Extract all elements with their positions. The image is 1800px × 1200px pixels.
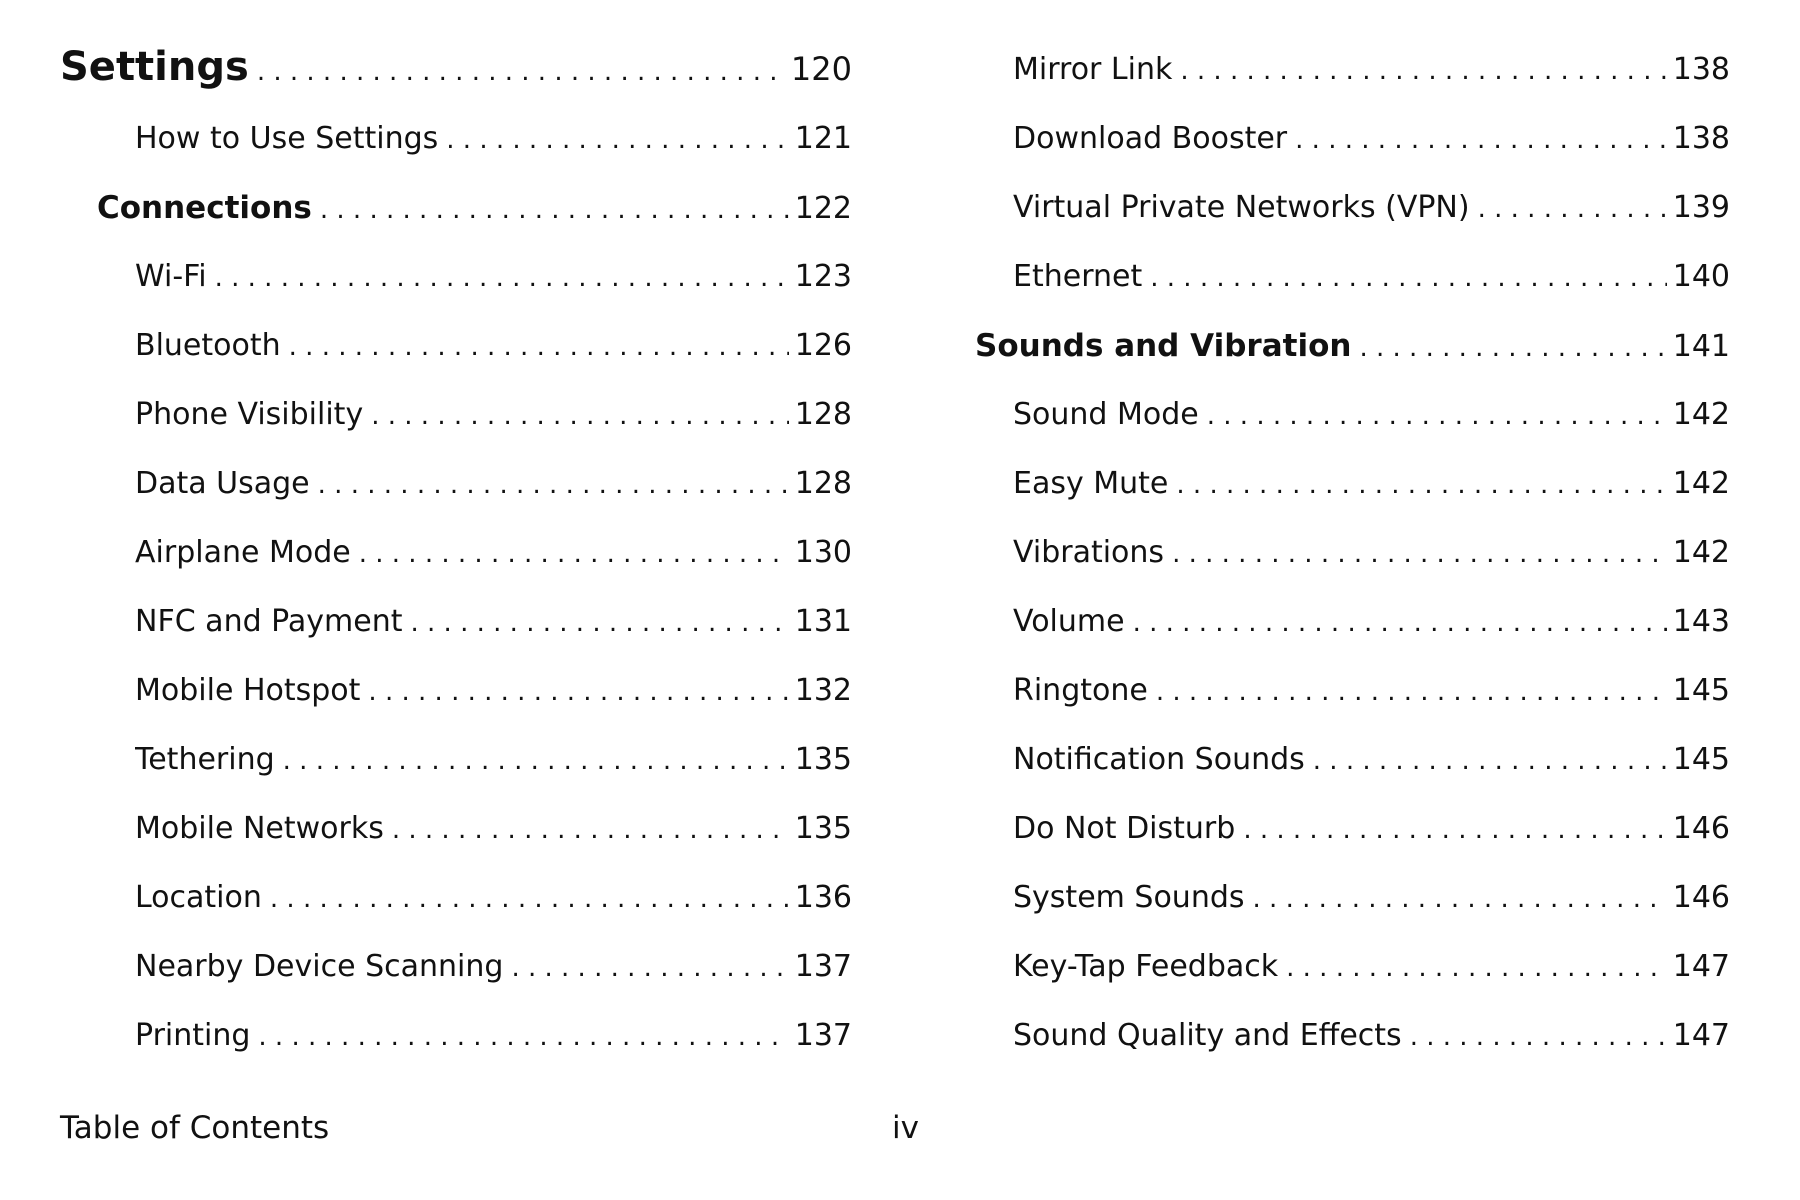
footer-page-number: iv [892, 1110, 919, 1146]
toc-entry-page: 137 [794, 949, 852, 984]
toc-entry[interactable] [135, 673, 852, 708]
toc-entry[interactable] [135, 811, 852, 846]
toc-entry[interactable] [1013, 811, 1730, 846]
toc-entry[interactable] [1013, 1018, 1730, 1053]
toc-entry-label: Data Usage [135, 466, 310, 501]
toc-dot-leader [289, 332, 789, 362]
toc-entry-page: 130 [794, 535, 852, 570]
toc-entry[interactable] [1013, 604, 1730, 639]
toc-entry-label: Phone Visibility [135, 397, 364, 432]
toc-entry-label: System Sounds [1013, 880, 1245, 915]
toc-dot-leader [392, 815, 789, 845]
toc-entry[interactable] [135, 949, 852, 984]
toc-dot-leader [257, 57, 785, 87]
toc-dot-leader [511, 953, 788, 983]
toc-entry-label: Virtual Private Networks (VPN) [1013, 190, 1470, 225]
toc-dot-leader [1410, 1022, 1667, 1052]
toc-entry[interactable] [1013, 190, 1730, 225]
toc-entry[interactable] [135, 880, 852, 915]
toc-entry-label: Mobile Networks [135, 811, 384, 846]
toc-entry[interactable] [135, 1018, 852, 1053]
toc-dot-leader [215, 263, 789, 293]
toc-dot-leader [1313, 746, 1667, 776]
toc-entry-page: 128 [794, 397, 852, 432]
toc-dot-leader [1180, 56, 1666, 86]
toc-entry-page: 135 [794, 811, 852, 846]
toc-dot-leader [1359, 333, 1666, 363]
toc-entry-page: 123 [794, 259, 852, 294]
toc-entry-page: 126 [794, 328, 852, 363]
toc-entry-label: Vibrations [1013, 535, 1165, 570]
toc-entry-page: 135 [794, 742, 852, 777]
toc-dot-leader [1156, 677, 1667, 707]
toc-dot-leader [1253, 884, 1667, 914]
toc-entry-label: Wi-Fi [135, 259, 207, 294]
toc-dot-leader [1207, 401, 1667, 431]
toc-entry-page: 140 [1672, 259, 1730, 294]
toc-dot-leader [1176, 470, 1666, 500]
toc-entry-page: 145 [1672, 742, 1730, 777]
toc-entry-page: 147 [1672, 949, 1730, 984]
toc-entry-page: 128 [794, 466, 852, 501]
toc-entry-page: 142 [1672, 535, 1730, 570]
toc-entry-page: 132 [794, 673, 852, 708]
toc-entry-label: Notification Sounds [1013, 742, 1305, 777]
toc-entry[interactable] [1013, 397, 1730, 432]
toc-entry-label: Sounds and Vibration [975, 328, 1352, 364]
toc-dot-leader [258, 1022, 788, 1052]
toc-dot-leader [411, 608, 789, 638]
toc-entry-label: Download Booster [1013, 121, 1288, 156]
toc-dot-leader [1478, 194, 1667, 224]
toc-entry[interactable] [97, 190, 852, 226]
toc-entry-page: 121 [794, 121, 852, 156]
toc-entry-label: Mobile Hotspot [135, 673, 361, 708]
toc-entry[interactable] [1013, 259, 1730, 294]
toc-entry-page: 146 [1672, 880, 1730, 915]
toc-entry-page: 138 [1672, 121, 1730, 156]
toc-entry-label: Volume [1013, 604, 1125, 639]
toc-entry-label: Location [135, 880, 262, 915]
toc-dot-leader [283, 746, 789, 776]
toc-entry[interactable] [1013, 535, 1730, 570]
toc-entry[interactable] [135, 604, 852, 639]
toc-dot-leader [1243, 815, 1666, 845]
toc-entry-page: 138 [1672, 52, 1730, 87]
toc-dot-leader [368, 677, 788, 707]
toc-entry-label: Ethernet [1013, 259, 1143, 294]
toc-entry[interactable] [1013, 949, 1730, 984]
toc-entry[interactable] [1013, 52, 1730, 87]
toc-dot-leader [1286, 953, 1667, 983]
toc-dot-leader [318, 470, 789, 500]
toc-entry-label: Bluetooth [135, 328, 281, 363]
toc-entry-page: 120 [790, 50, 852, 88]
toc-entry-label: Key-Tap Feedback [1013, 949, 1279, 984]
toc-entry-label: How to Use Settings [135, 121, 439, 156]
footer-section-title: Table of Contents [60, 1110, 330, 1146]
toc-entry-page: 142 [1672, 466, 1730, 501]
toc-entry-label: Mirror Link [1013, 52, 1173, 87]
toc-entry-page: 147 [1672, 1018, 1730, 1053]
toc-entry[interactable] [135, 466, 852, 501]
toc-entry-page: 131 [794, 604, 852, 639]
toc-entry-label: Settings [60, 44, 249, 90]
toc-entry-label: NFC and Payment [135, 604, 403, 639]
toc-entry-label: Sound Mode [1013, 397, 1199, 432]
toc-entry-page: 141 [1672, 329, 1730, 364]
toc-entry[interactable] [1013, 673, 1730, 708]
toc-dot-leader [1150, 263, 1667, 293]
toc-entry-label: Airplane Mode [135, 535, 351, 570]
toc-entry[interactable] [135, 397, 852, 432]
toc-entry[interactable] [135, 259, 852, 294]
toc-entry[interactable] [1013, 121, 1730, 156]
toc-entry-label: Nearby Device Scanning [135, 949, 504, 984]
toc-entry-page: 137 [794, 1018, 852, 1053]
toc-entry[interactable] [135, 328, 852, 363]
toc-dot-leader [446, 125, 788, 155]
toc-entry-page: 142 [1672, 397, 1730, 432]
toc-entry[interactable] [975, 328, 1730, 364]
toc-entry[interactable] [1013, 466, 1730, 501]
toc-dot-leader [1295, 125, 1667, 155]
toc-dot-leader [371, 401, 789, 431]
toc-entry[interactable] [135, 535, 852, 570]
toc-entry-label: Do Not Disturb [1013, 811, 1236, 846]
toc-entry-label: Ringtone [1013, 673, 1148, 708]
toc-entry[interactable] [1013, 880, 1730, 915]
toc-entry-page: 139 [1672, 190, 1730, 225]
toc-entry-label: Easy Mute [1013, 466, 1169, 501]
toc-dot-leader [1172, 539, 1667, 569]
toc-entry-page: 122 [794, 191, 852, 226]
toc-entry-page: 145 [1672, 673, 1730, 708]
toc-dot-leader [320, 195, 789, 225]
toc-entry[interactable] [1013, 742, 1730, 777]
toc-entry-page: 146 [1672, 811, 1730, 846]
toc-entry[interactable] [135, 121, 852, 156]
toc-entry-label: Printing [135, 1018, 251, 1053]
toc-dot-leader [1133, 608, 1667, 638]
toc-entry-label: Tethering [135, 742, 275, 777]
toc-entry[interactable] [135, 742, 852, 777]
toc-entry-page: 136 [794, 880, 852, 915]
toc-entry-page: 143 [1672, 604, 1730, 639]
toc-entry[interactable] [60, 44, 852, 90]
toc-entry-label: Sound Quality and Effects [1013, 1018, 1402, 1053]
toc-dot-leader [270, 884, 789, 914]
toc-entry-label: Connections [97, 190, 312, 226]
toc-dot-leader [359, 539, 789, 569]
